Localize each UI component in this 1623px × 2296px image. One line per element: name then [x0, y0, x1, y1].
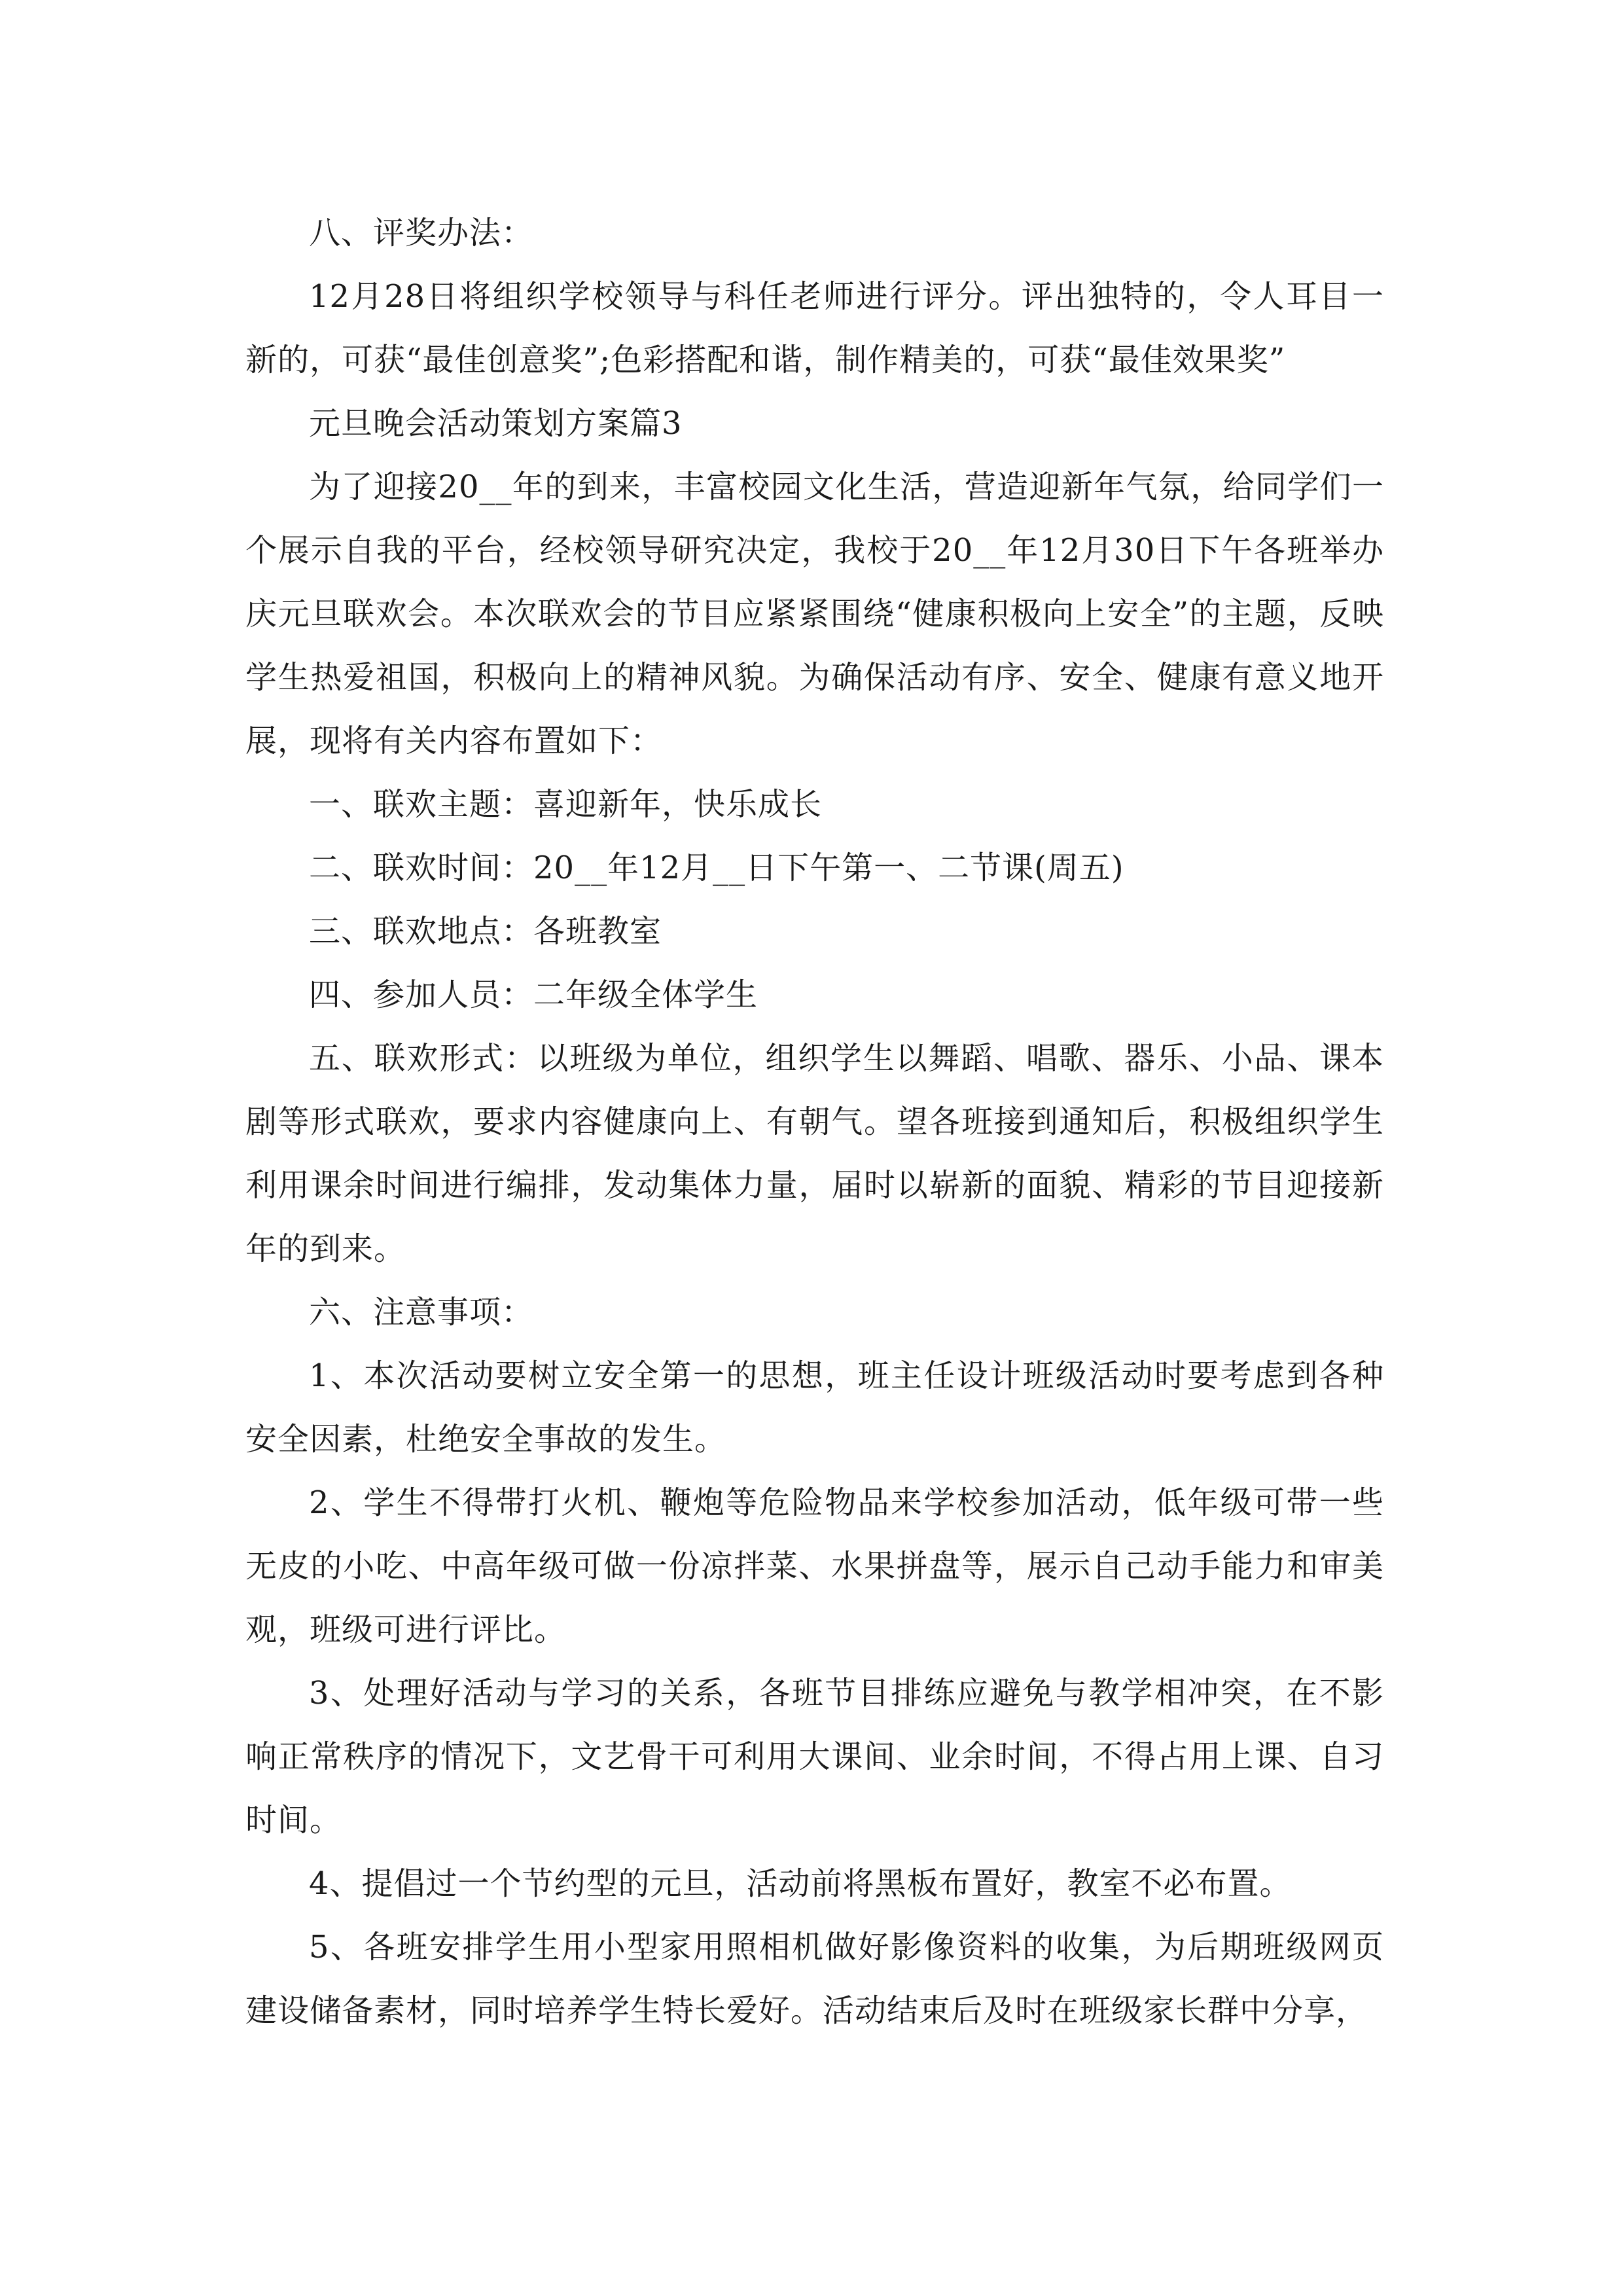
item-participants: 四、参加人员：二年级全体学生	[309, 977, 758, 1013]
note-1: 1、本次活动要树立安全第一的思想，班主任设计班级活动时要考虑到各种安全因素，杜绝安全事故的发生。	[245, 1357, 1384, 1458]
heading-award-method: 八、评奖办法：	[309, 215, 534, 251]
item-time: 二、联欢时间：20__年12月__日下午第一、二节课(周五)	[309, 850, 1124, 886]
paragraph-award-details: 12月28日将组织学校领导与科任老师进行评分。评出独特的，令人耳目一新的，可获“最佳创意奖”;色彩搭配和谐，制作精美的，可获“最佳效果奖”	[245, 278, 1384, 378]
heading-notes: 六、注意事项：	[309, 1294, 534, 1331]
section-title-plan-3: 元旦晚会活动策划方案篇3	[309, 405, 683, 442]
item-location: 三、联欢地点：各班教室	[309, 913, 662, 950]
paragraph-intro: 为了迎接20__年的到来，丰富校园文化生活，营造迎新年气氛，给同学们一个展示自我的平台，经校领导研究决定，我校于20__年12月30日下午各班举办庆元旦联欢会。本次联欢会的节目应紧紧围绕“健康积极向上安全”的主题，反映学生热爱祖国，积极向上的精神风貌。为确保活动有序、安全、健康有意义地开展，现将有关内容布置如下：	[245, 469, 1384, 759]
note-2: 2、学生不得带打火机、鞭炮等危险物品来学校参加活动，低年级可带一些无皮的小吃、中高年级可做一份凉拌菜、水果拼盘等，展示自己动手能力和审美观，班级可进行评比。	[245, 1484, 1384, 1648]
item-theme: 一、联欢主题：喜迎新年，快乐成长	[309, 786, 823, 823]
note-4: 4、提倡过一个节约型的元旦，活动前将黑板布置好，教室不必布置。	[309, 1865, 1292, 1902]
note-5: 5、各班安排学生用小型家用照相机做好影像资料的收集，为后期班级网页建设储备素材，同时培养学生特长爱好。活动结束后及时在班级家长群中分享，	[245, 1929, 1384, 2029]
document-body	[245, 202, 1384, 2043]
item-format: 五、联欢形式：以班级为单位，组织学生以舞蹈、唱歌、器乐、小品、课本剧等形式联欢，要求内容健康向上、有朝气。望各班接到通知后，积极组织学生利用课余时间进行编排，发动集体力量，届时以崭新的面貌、精彩的节目迎接新年的到来。	[245, 1040, 1384, 1267]
note-3: 3、处理好活动与学习的关系，各班节目排练应避免与教学相冲突，在不影响正常秩序的情况下，文艺骨干可利用大课间、业余时间，不得占用上课、自习时间。	[245, 1675, 1384, 1839]
